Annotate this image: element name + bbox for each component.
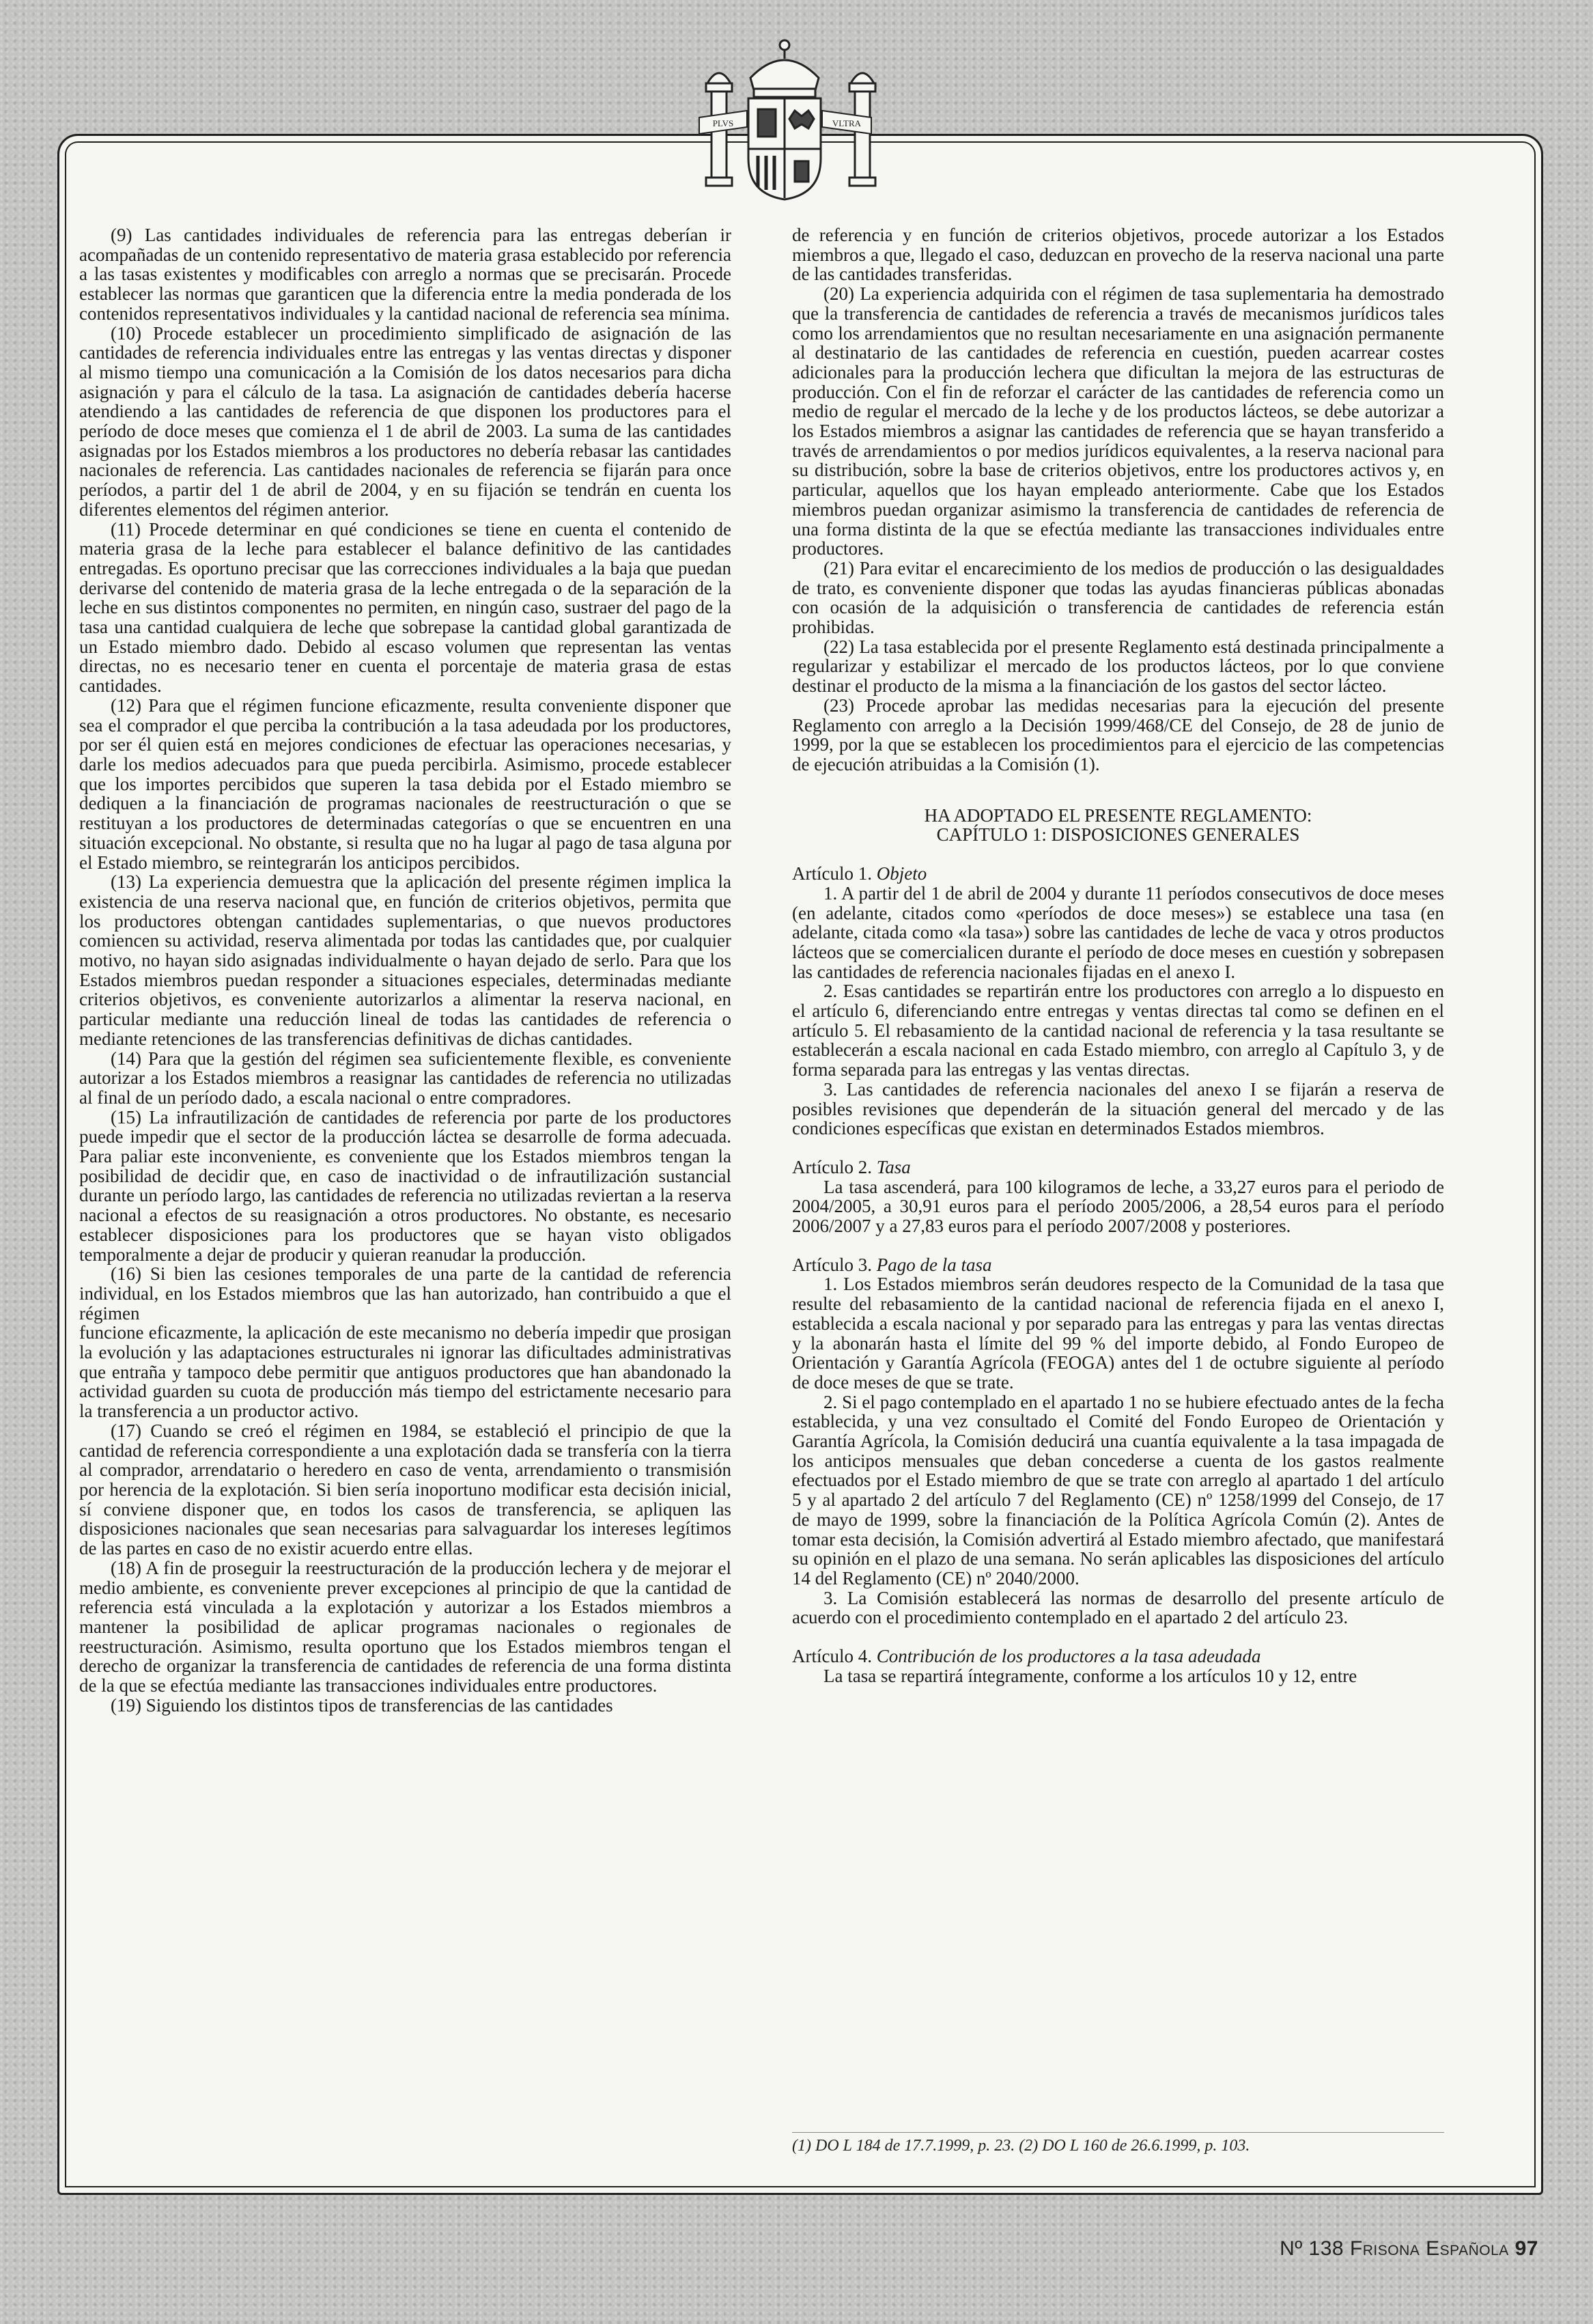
article-4-para-1: La tasa se repartirá íntegramente, conforme a los artículos 10 y 12, entre: [823, 1665, 1357, 1686]
footnote: (1) DO L 184 de 17.7.1999, p. 23. (2) DO L 160 de 26.6.1999, p. 103.: [792, 2132, 1444, 2155]
crest-motto-left: PLVS: [712, 118, 734, 128]
adoption-heading: HA ADOPTADO EL PRESENTE REGLAMENTO:: [924, 804, 1312, 826]
chapter-heading: CAPÍTULO 1: DISPOSICIONES GENERALES: [936, 824, 1300, 845]
article-3-para-1: 1. Los Estados miembros serán deudores respecto de la Comunidad de la tasa que resulte del rebasamiento de la cantidad nacional de referencia fijada en el anexo I, establecida a escala nacional y por separado para las entregas y para las ventas directas y la abonarán hasta el límite del 99 % del importe debido, al Fondo Europeo de Orientación y Garantía Agrícola (FEOGA) antes del 1 de octubre siguiente al período de doce meses de que se trate.: [792, 1274, 1444, 1392]
article-1-label: Artículo 1.: [792, 863, 872, 884]
article-1-heading: [792, 864, 1444, 884]
article-2-heading: [792, 1158, 1444, 1177]
recital-9: (9) Las cantidades individuales de referencia para las entregas deberían ir acompañadas de un contenido representativo de materia grasa establecido por referencia a las tasas existentes y modificables con arreglo a normas que se precisarán. Procede establecer las normas que garanticen que la diferencia entre la media ponderada de los contenidos representativos individuales y la cantidad nacional de referencia sea mínima.: [79, 225, 731, 324]
article-3-label: Artículo 3.: [792, 1254, 872, 1275]
article-2-title: Tasa: [876, 1156, 911, 1177]
page-folio: [1280, 2237, 1538, 2260]
recital-15: (15) La infrautilización de cantidades de referencia por parte de los productores puede impedir que el sector de la producción láctea se desarrolle de forma adecuada. Para paliar este inconveniente, es conveniente que los Estados miembros tengan la posibilidad de decidir que, en caso de inactividad o de infrautilización sustancial durante un período largo, las cantidades de referencia no utilizadas reviertan a la reserva nacional a efectos de su reasignación a otros productores. No obstante, es necesario establecer disposiciones para los productores que se hayan visto obligados temporalmente a dejar de producir y quieran reanudar la producción.: [79, 1106, 731, 1265]
magazine-name: Frisona Española: [1349, 2237, 1509, 2260]
article-3-heading: [792, 1255, 1444, 1275]
right-text-column: [792, 225, 1444, 1686]
article-4-label: Artículo 4.: [792, 1646, 872, 1667]
crest-motto-right: VLTRA: [832, 118, 862, 128]
page-number: 97: [1514, 2237, 1538, 2260]
recital-18: (18) A fin de proseguir la reestructuración de la producción lechera y de mejorar el medio ambiente, es conveniente prever excepciones al principio de que la cantidad de referencia está vinculada a la explotación y autorizar a los Estados miembros a mantener la posibilidad de aplicar programas nacionales o regionales de reestructuración. Asimismo, resulta oportuno que los Estados miembros tengan el derecho de organizar la transferencia de cantidades de referencia de una forma distinta de la que se efectúa mediante las transacciones individuales entre productores.: [79, 1557, 731, 1696]
recital-19: (19) Siguiendo los distintos tipos de transferencias de las cantidades: [111, 1694, 613, 1716]
article-1-para-2: 2. Esas cantidades se repartirán entre los productores con arreglo a lo dispuesto en el artículo 6, diferenciando entre entregas y ventas directas tal como se definen en el artículo 5. El rebasamiento de la cantidad nacional de referencia y la tasa resultante se establecerán a escala nacional en cada Estado miembro, con arreglo al Capítulo 3, y de forma separada para las entregas y las ventas directas.: [792, 981, 1444, 1080]
recital-11: (11) Procede determinar en qué condiciones se tiene en cuenta el contenido de materia grasa de la leche para establecer el balance definitivo de las cantidades entregadas. Es oportuno precisar que las correcciones individuales a la baja que puedan derivarse del contenido de materia grasa de la leche entregada o de la separación de la leche en sus distintos componentes no permiten, en ningún caso, sustraer del pago de la tasa una cantidad cualquiera de leche que sobrepase la cantidad global garantizada de un Estado miembro dado. Debido al escaso volumen que representan las ventas directas, no es necesario tener en cuenta el porcentaje de materia grasa de estas cantidades.: [79, 518, 731, 697]
recital-16: (16) Si bien las cesiones temporales de una parte de la cantidad de referencia individual, en los Estados miembros que las han autorizado, han contribuido a que el régimen: [79, 1263, 731, 1324]
article-3-para-3: 3. La Comisión establecerá las normas de desarrollo del presente artículo de acuerdo con el procedimiento contemplado en el apartado 2 del artículo 23.: [792, 1587, 1444, 1628]
recital-17: (17) Cuando se creó el régimen en 1984, se estableció el principio de que la cantidad de referencia correspondiente a una explotación dada se transfería con la tierra al comprador, arrendatario o heredero en caso de venta, arrendamiento o transmisión por herencia de la explotación. Si bien sería inoportuno modificar esta decisión inicial, sí conviene disponer que, en todos los casos de transferencia, se apliquen las disposiciones nacionales que sean necesarias para salvaguardar los intereses legítimos de las partes en caso de no existir acuerdo entre ellas.: [79, 1420, 731, 1559]
recital-21: (21) Para evitar el encarecimiento de los medios de producción o las desigualdades de trato, es conveniente disponer que todas las ayudas financieras públicas abonadas con ocasión de la adquisición o transferencia de cantidades de referencia están prohibidas.: [792, 557, 1444, 638]
recital-23: (23) Procede aprobar las medidas necesarias para la ejecución del presente Reglamento con arreglo a la Decisión 1999/468/CE del Consejo, de 28 de junio de 1999, por la que se establecen los procedimientos para el ejercicio de las competencias de ejecución atribuidas a la Comisión (1).: [792, 695, 1444, 774]
article-1-title: Objeto: [876, 863, 927, 884]
recital-20: (20) La experiencia adquirida con el régimen de tasa suplementaria ha demostrado que la transferencia de cantidades de referencia a través de mecanismos jurídicos tales como los arrendamientos que no resultan necesariamente en una asignación permanente al destinatario de las cantidades de referencia en cuestión, pueden acarrear costes adicionales para la producción lechera que dificultan la mejora de las estructuras de producción. Con el fin de reforzar el carácter de las cantidades de referencia como un medio de regular el mercado de la leche y de los productos lácteos, se debe autorizar a los Estados miembros a asignar las cantidades de referencia que se hayan transferido a través de arrendamientos o por medios jurídicos equivalentes, a la reserva nacional para su distribución, sobre la base de criterios objetivos, entre los productores activos y, en particular, aquellos que los hayan empleado anteriormente. Cabe que los Estados miembros puedan organizar asimismo la transferencia de cantidades de referencia de una forma distinta de la que se efectúa mediante las transacciones individuales entre productores.: [792, 283, 1444, 559]
issue-number: Nº 138: [1280, 2237, 1344, 2260]
article-4-heading: [792, 1647, 1444, 1666]
recital-10: (10) Procede establecer un procedimiento simplificado de asignación de las cantidades de referencia individuales entre las entregas y las ventas directas y disponer al mismo tiempo una comunicación a la Comisión de los datos necesarios para dicha asignación y para el cálculo de la tasa. La asignación de cantidades debería hacerse atendiendo a las cantidades de referencia de que disponen los productores para el período de doce meses que comienza el 1 de abril de 2003. La suma de las cantidades asignadas por los Estados miembros a los productores no debería rebasar las cantidades nacionales de referencia. Las cantidades nacionales de referencia se fijarán para once períodos, a partir del 1 de abril de 2004, y en su fijación se tendrán en cuenta los diferentes elementos del régimen anterior.: [79, 322, 731, 520]
article-2-para-1: La tasa ascenderá, para 100 kilogramos de leche, a 33,27 euros para el periodo de 2004/2005, a 30,91 euros para el período 2005/2006, a 28,54 euros para el período 2006/2007 y a 27,83 euros para el período 2007/2008 y posteriores.: [792, 1176, 1444, 1237]
article-1-para-3: 3. Las cantidades de referencia nacionales del anexo I se fijarán a reserva de posibles revisiones que dependerán de la situación general del mercado y de las condiciones específicas que existan en determinados Estados miembros.: [792, 1078, 1444, 1139]
recital-19-continued: de referencia y en función de criterios objetivos, procede autorizar a los Estados miembros a que, llegado el caso, deduzcan en provecho de la reserva nacional una parte de las cantidades transferidas.: [792, 225, 1444, 285]
article-2-label: Artículo 2.: [792, 1156, 872, 1177]
article-1-para-1: 1. A partir del 1 de abril de 2004 y durante 11 períodos consecutivos de doce meses (en adelante, citados como «períodos de doce meses») se establece una tasa (en adelante, citada como «la tasa») sobre las cantidades de leche de vaca y otros productos lácteos que se comercialicen durante el período de doce meses en cuestión y sobrepasen las cantidades de referencia nacionales fijadas en el anexo I.: [792, 882, 1444, 982]
article-4-title: Contribución de los productores a la tasa adeudada: [876, 1646, 1261, 1667]
recital-14: (14) Para que la gestión del régimen sea suficientemente flexible, es conveniente autorizar a los Estados miembros a reasignar las cantidades de referencia no utilizadas al final de un período dado, a escala nacional o entre compradores.: [79, 1048, 731, 1108]
recital-16-continued: funcione eficazmente, la aplicación de este mecanismo no debería impedir que prosigan la evolución y las adaptaciones estructurales ni ignorar las dificultades administrativas que entraña y tampoco debe permitir que antiguos productores que han abandonado la actividad guarden su cuota de producción más tiempo del estrictamente necesario para la transferencia a un productor activo.: [79, 1322, 731, 1422]
article-3-para-2: 2. Si el pago contemplado en el apartado 1 no se hubiere efectuado antes de la fecha establecida, y una vez consultado el Comité del Fondo Europeo de Orientación y Garantía Agrícola, la Comisión deducirá una cuantía equivalente a la tasa impagada de los anticipos mensuales que deban concederse a cuenta de los gastos realmente efectuados por el Estado miembro de que se trate con arreglo al apartado 1 del artículo 5 y al apartado 2 del artículo 7 del Reglamento (CE) nº 1258/1999 del Consejo, de 17 de mayo de 1999, sobre la financiación de la Política Agrícola Común (2). Antes de tomar esta decisión, la Comisión advertirá al Estado miembro afectado, que manifestará su opinión en el plazo de una semana. No serán aplicables las disposiciones del artículo 14 del Reglamento (CE) nº 2040/2000.: [792, 1391, 1444, 1588]
spanish-coat-of-arms-icon: [692, 36, 877, 206]
left-text-column: [79, 225, 731, 1715]
recital-12: (12) Para que el régimen funcione eficazmente, resulta conveniente disponer que sea el comprador el que perciba la contribución a la tasa adeudada por los productores, por ser él quien está en mejores condiciones de efectuar las operaciones necesarias, y darle los medios adecuados para que pueda percibirla. Asimismo, procede establecer que los importes percibidos que superen la tasa debida por el Estado miembro se dediquen a la financiación de programas nacionales de reestructuración o que se restituyan a los productores de determinadas categorías o que se encuentren en una situación excepcional. No obstante, si resulta que no ha lugar al pago de tasa alguna por el Estado miembro, se reintegrarán los anticipos percibidos.: [79, 695, 731, 873]
recital-13: (13) La experiencia demuestra que la aplicación del presente régimen implica la existencia de una reserva nacional que, en función de criterios objetivos, permita que los productores obtengan cantidades suplementarias, o que nuevos productores comiencen su actividad, reserva alimentada por todas las cantidades que, por cualquier motivo, no hayan sido asignadas individualmente o hayan dejado de serlo. Para que los Estados miembros puedan responder a situaciones especiales, determinadas mediante criterios objetivos, es conveniente autorizarlos a alimentar la reserva nacional, en particular mediante una reducción lineal de todas las cantidades de referencia o mediante retenciones de las transferencias definitivas de dichas cantidades.: [79, 871, 731, 1049]
article-3-title: Pago de la tasa: [876, 1254, 992, 1275]
recital-22: (22) La tasa establecida por el presente Reglamento está destinada principalmente a regularizar y estabilizar el mercado de los productos lácteos, por lo que conviene destinar el producto de la misma a la financiación de los gastos del sector lácteo.: [792, 636, 1444, 697]
